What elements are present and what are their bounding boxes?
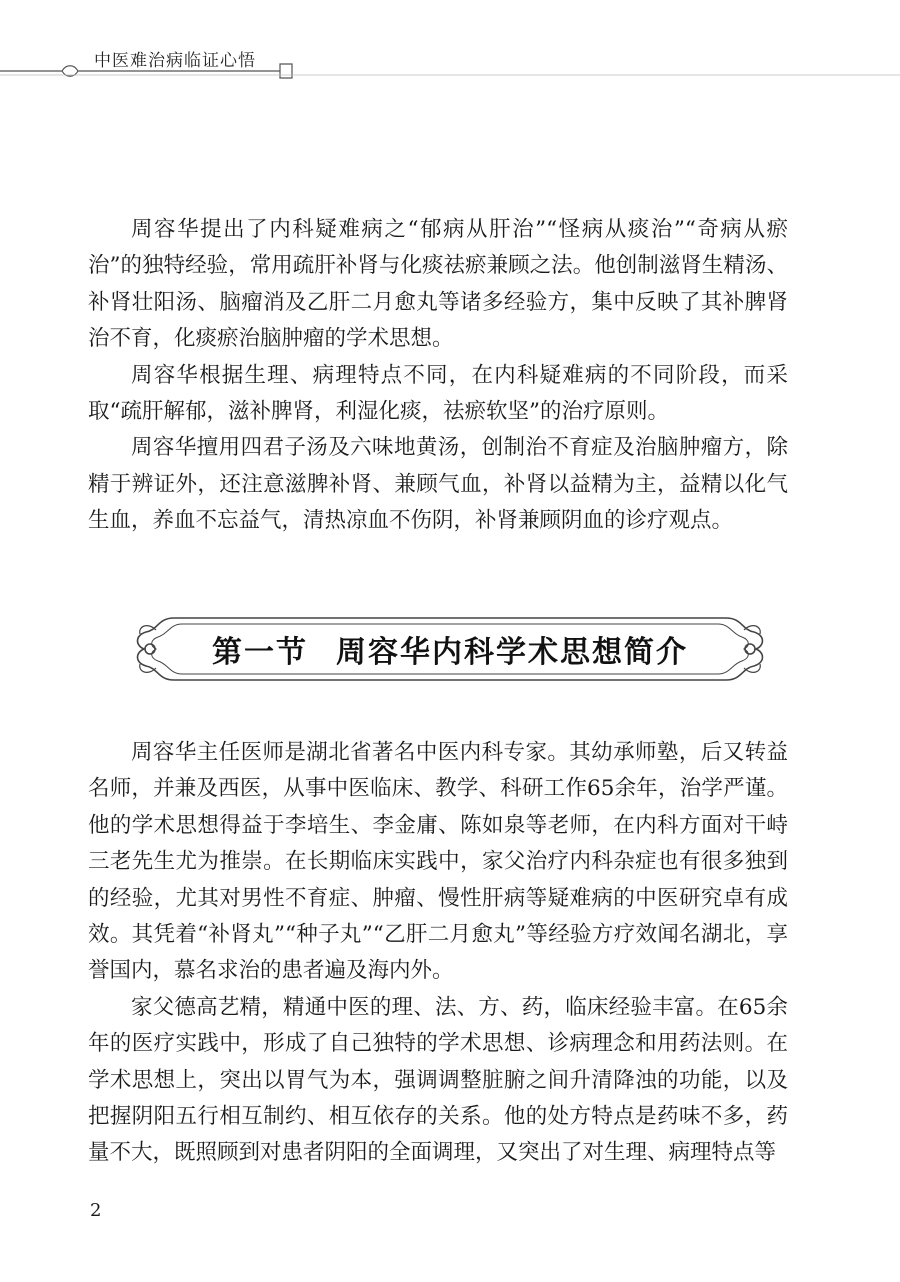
section-number: 第一节 — [212, 635, 308, 670]
paragraph: 周容华根据生理、病理特点不同，在内科疑难病的不同阶段，而采取“疏肝解郁，滋补脾肾，利湿化痰，祛瘀软坚”的治疗原则。 — [88, 362, 788, 425]
paragraph: 周容华提出了内科疑难病之“郁病从肝治”“怪病从痰治”“奇病从瘀治”的独特经验，常用疏肝补肾与化痰祛瘀兼顾之法。他创制滋肾生精汤、补肾壮阳汤、脑瘤消及乙肝二月愈丸等诸多经验方，集中反映了其补脾肾治不育，化痰瘀治脑肿瘤的学术思想。 — [88, 217, 788, 352]
section-name: 周容华内科学术思想简介 — [336, 635, 688, 670]
section-title — [130, 612, 770, 686]
section-heading-banner — [130, 612, 770, 686]
running-header — [0, 40, 900, 90]
section-body-text — [88, 735, 788, 1172]
intro-text — [88, 212, 788, 540]
page-number: 2 — [90, 1200, 102, 1221]
book-title: 中医难治病临证心悟 — [94, 51, 256, 71]
paragraph: 周容华主任医师是湖北省著名中医内科专家。其幼承师塾，后又转益名师，并兼及西医，从事中医临床、教学、科研工作65余年，治学严谨。他的学术思想得益于李培生、李金庸、陈如泉等老师，在内科方面对干峙三老先生尤为推崇。在长期临床实践中，家父治疗内科杂症也有很多独到的经验，尤其对男性不育症、肿瘤、慢性肝病等疑难病的中医研究卓有成效。其凭着“补肾丸”“种子丸”“乙肝二月愈丸”等经验方疗效闻名湖北，享誉国内，慕名求治的患者遍及海内外。 — [88, 740, 788, 984]
paragraph: 周容华擅用四君子汤及六味地黄汤，创制治不育症及治脑肿瘤方，除精于辨证外，还注意滋脾补肾、兼顾气血，补肾以益精为主，益精以化气生血，养血不忘益气，清热凉血不伤阴，补肾兼顾阴血的诊疗观点。 — [88, 435, 788, 534]
paragraph: 家父德高艺精，精通中医的理、法、方、药，临床经验丰富。在65余年的医疗实践中，形成了自己独特的学术思想、诊病理念和用药法则。在学术思想上，突出以胃气为本，强调调整脏腑之间升清降浊的功能，以及把握阴阳五行相互制约、相互依存的关系。他的处方特点是药味不多，药量不大，既照顾到对患者阴阳的全面调理，又突出了对生理、病理特点等 — [88, 994, 788, 1166]
